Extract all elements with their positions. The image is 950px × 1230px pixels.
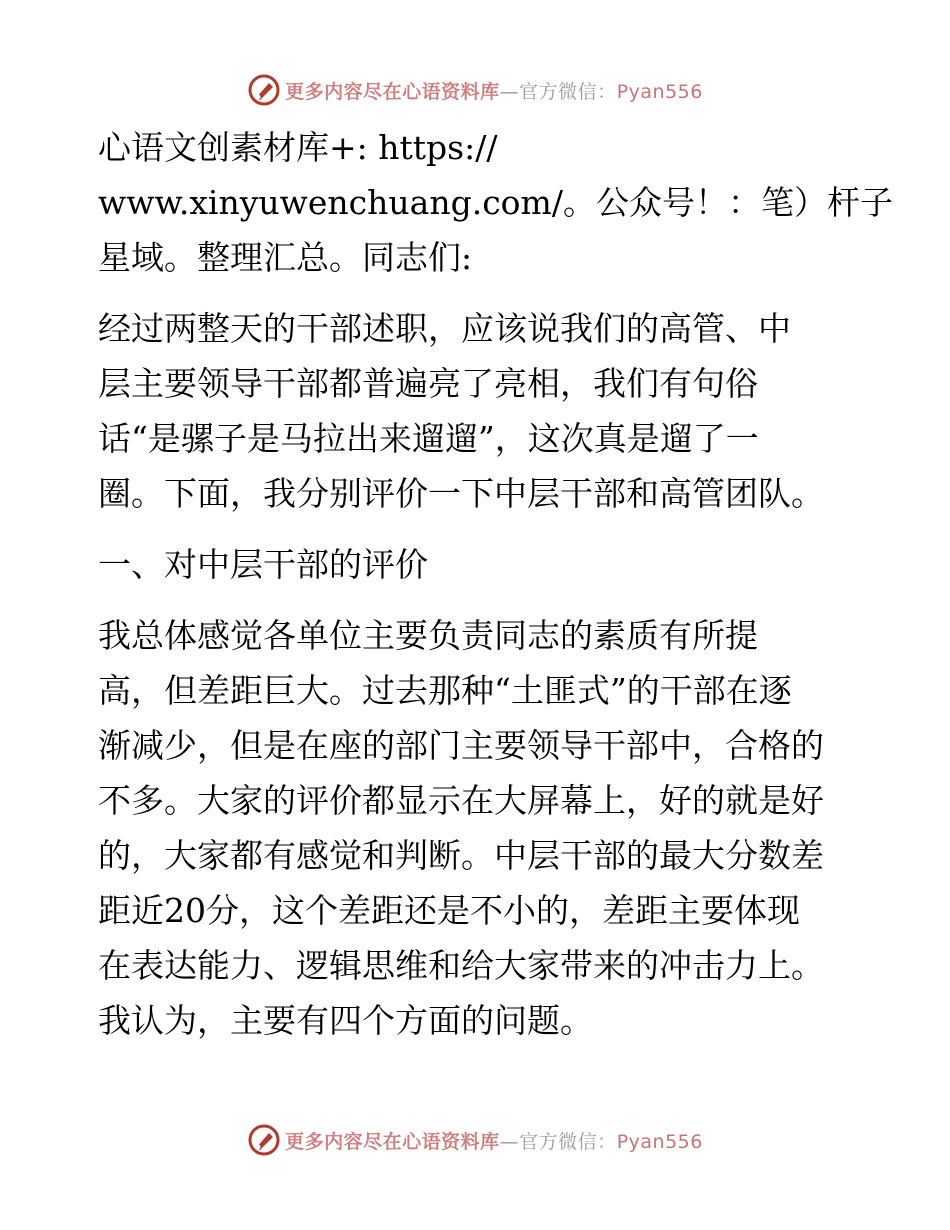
text-line: 圈。下面，我分别评价一下中层干部和高管团队。 <box>98 474 824 513</box>
text-line: 我认为，主要有四个方面的问题。 <box>98 1001 593 1040</box>
section-heading <box>98 537 858 592</box>
text-line: 心语文创素材库+: https:// <box>98 128 498 167</box>
text-line: 话“是骡子是马拉出来遛遛”，这次真是遛了一 <box>98 419 759 458</box>
text-line: 一、对中层干部的评价 <box>98 545 428 584</box>
paragraph-opening <box>98 301 858 521</box>
text-line: 星域。整理汇总。同志们: <box>98 238 473 277</box>
watermark-text <box>285 1127 703 1154</box>
text-line: 渐减少，但是在座的部门主要领导干部中，合格的 <box>98 726 824 765</box>
text-line: www.xinyuwenchuang.com/。公众号！：笔）杆子 <box>98 183 893 222</box>
watermark-text <box>285 77 703 104</box>
pen-nib-logo-icon <box>247 73 281 107</box>
text-line: 层主要领导干部都普遍亮了亮相，我们有句俗 <box>98 364 758 403</box>
watermark-wechat-id: Pyan556 <box>616 1130 703 1153</box>
document-body <box>98 120 893 1064</box>
paragraph-evaluation <box>98 608 858 1048</box>
paragraph-intro <box>98 120 893 285</box>
watermark-text-separator: —官方微信： <box>499 80 617 103</box>
text-line: 的，大家都有感觉和判断。中层干部的最大分数差 <box>98 836 824 875</box>
pen-nib-logo-icon <box>247 1123 281 1157</box>
watermark-text-main: 更多内容尽在心语资料库 <box>285 1130 500 1153</box>
text-line: 距近20分，这个差距还是不小的，差距主要体现 <box>98 891 800 930</box>
text-line: 我总体感觉各单位主要负责同志的素质有所提 <box>98 616 758 655</box>
watermark-wechat-id: Pyan556 <box>616 80 703 103</box>
text-line: 经过两整天的干部述职，应该说我们的高管、中 <box>98 309 791 348</box>
text-line: 高，但差距巨大。过去那种“土匪式”的干部在逐 <box>98 671 792 710</box>
footer-watermark-banner <box>0 1120 950 1160</box>
text-line: 在表达能力、逻辑思维和给大家带来的冲击力上。 <box>98 946 824 985</box>
header-watermark-banner <box>0 70 950 110</box>
watermark-text-separator: —官方微信： <box>499 1130 617 1153</box>
text-line: 不多。大家的评价都显示在大屏幕上，好的就是好 <box>98 781 824 820</box>
watermark-text-main: 更多内容尽在心语资料库 <box>285 80 500 103</box>
